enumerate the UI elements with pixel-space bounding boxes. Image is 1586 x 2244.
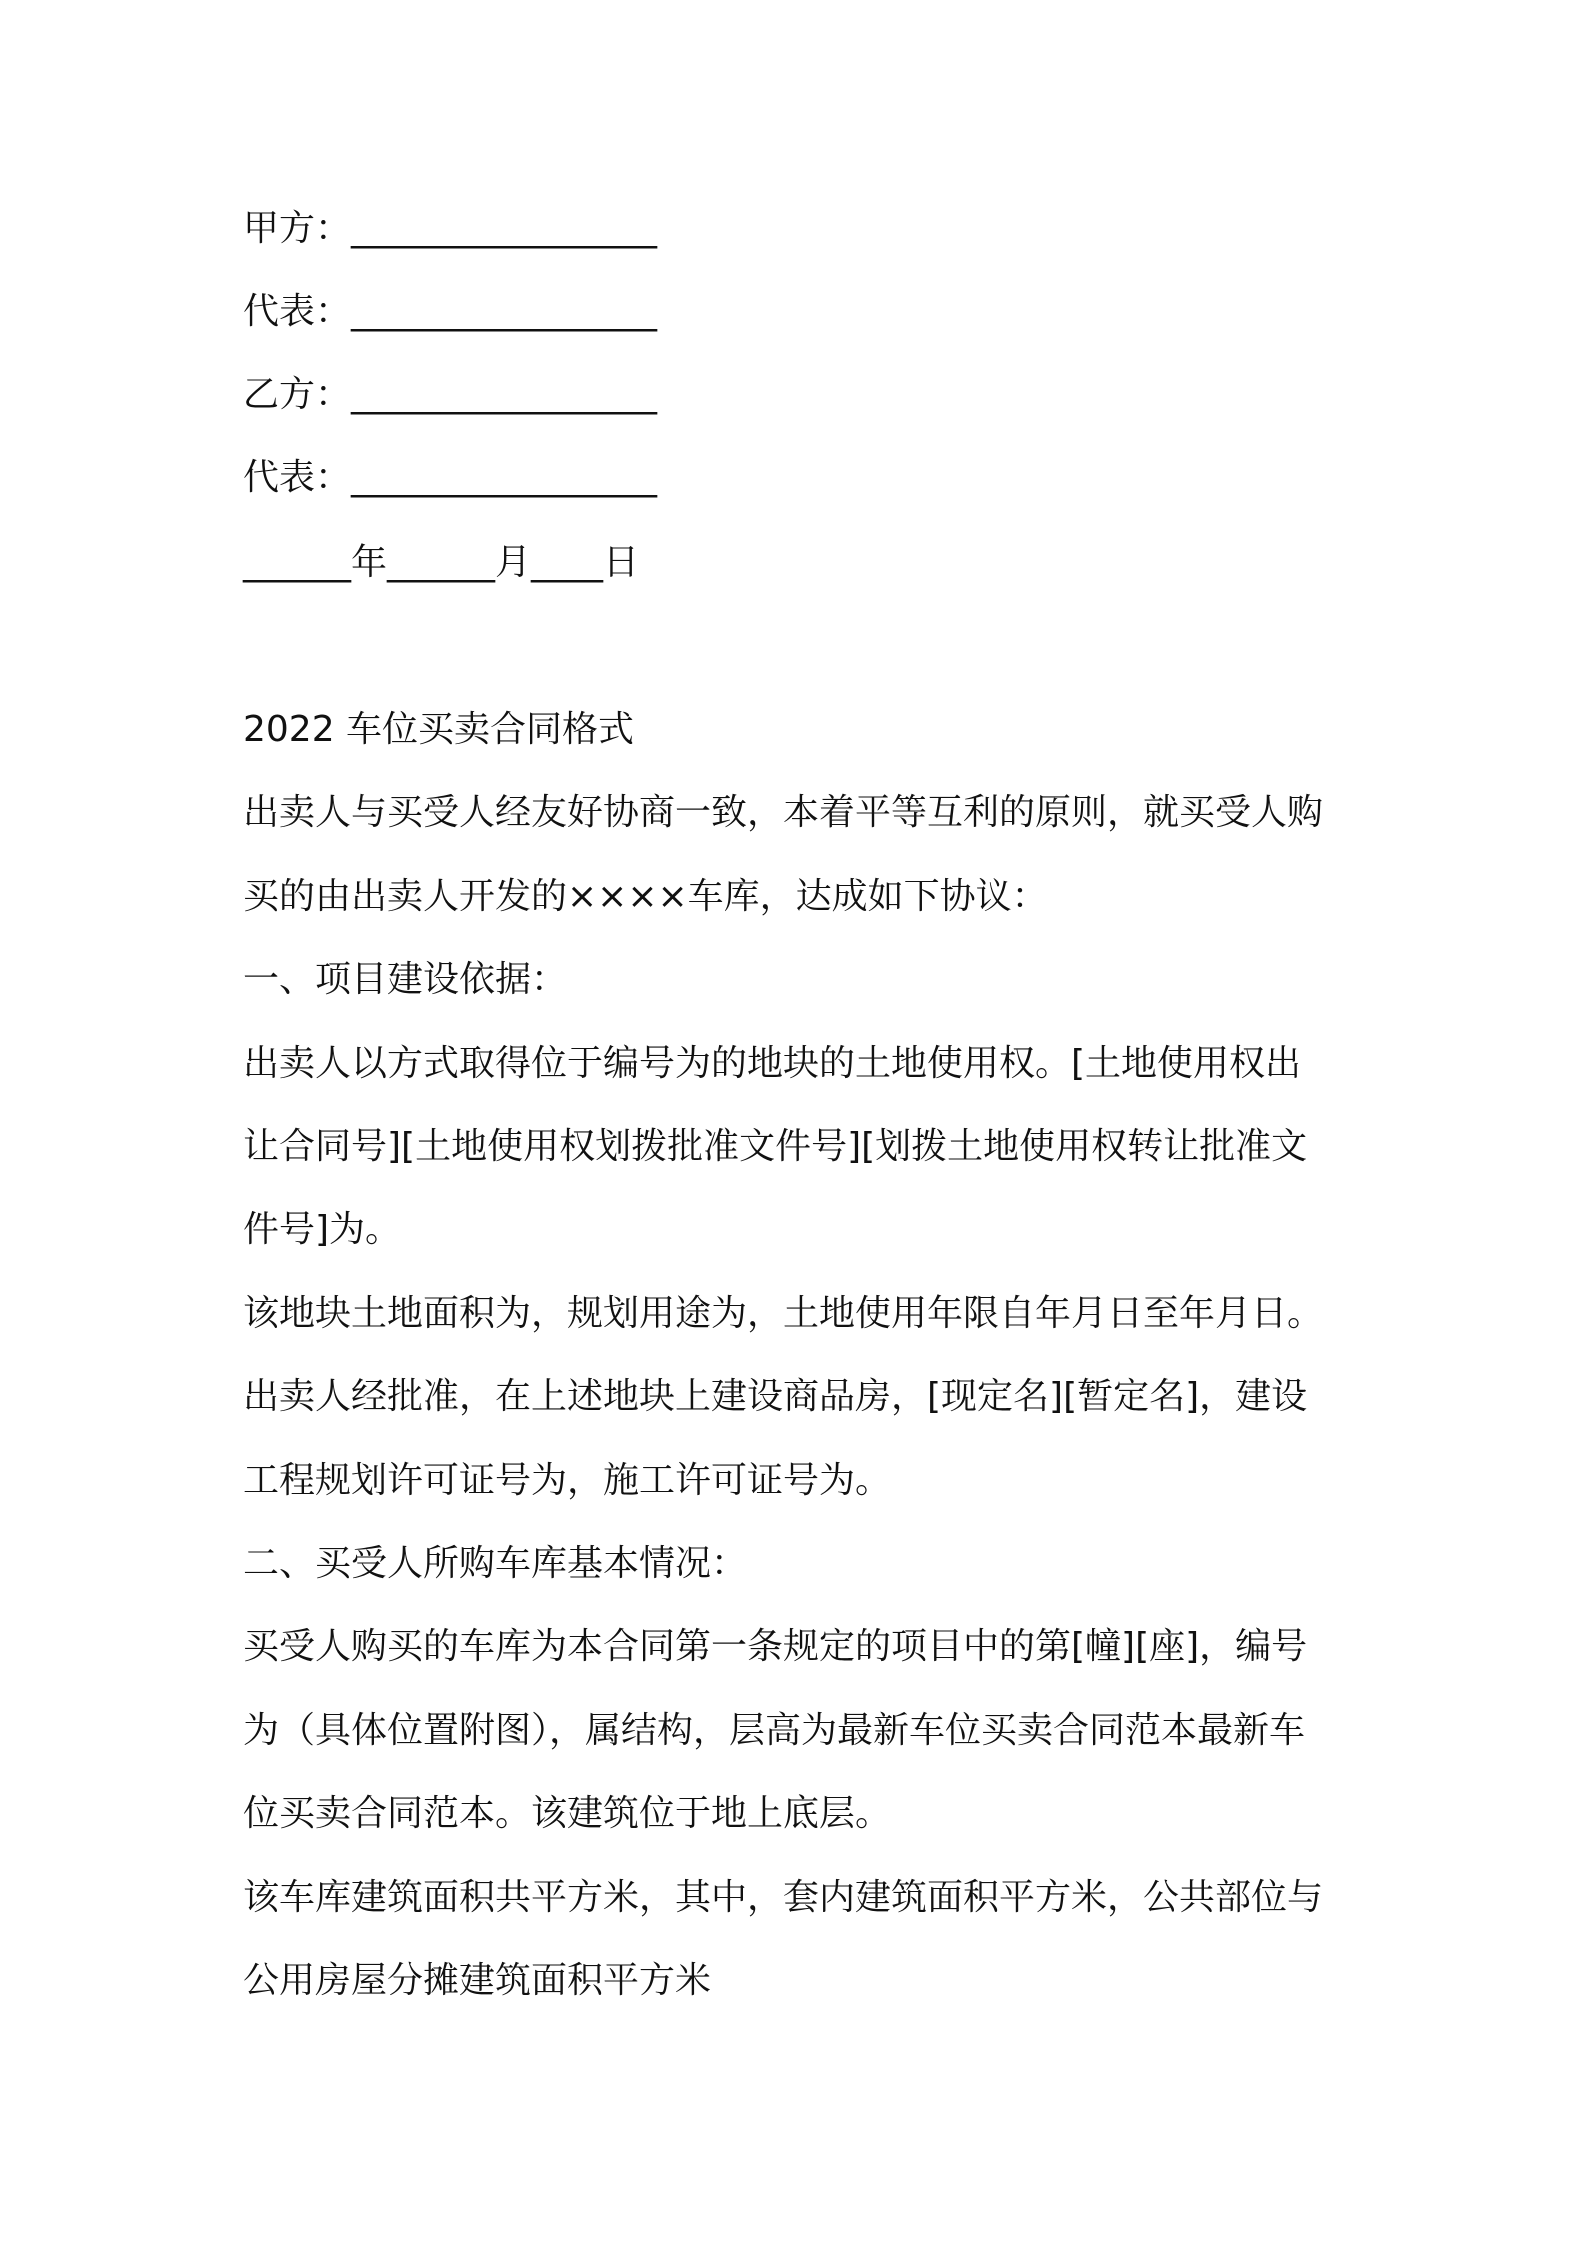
paragraph-line: 为（具体位置附图），属结构，层高为最新车位买卖合同范本最新车: [243, 1710, 1306, 1751]
party-a-line: 甲方：_________________: [243, 208, 658, 249]
representative-a-line: 代表：_________________: [243, 291, 658, 332]
paragraph-line: 公用房屋分摊建筑面积平方米: [243, 1960, 712, 2001]
paragraph-line: 位买卖合同范本。该建筑位于地上底层。: [243, 1793, 892, 1834]
section-heading: 一、项目建设依据：: [243, 959, 568, 1000]
representative-b-line: 代表：_________________: [243, 457, 658, 498]
paragraph-line: 该车库建筑面积共平方米，其中，套内建筑面积平方米，公共部位与: [243, 1877, 1324, 1918]
paragraph-line: 工程规划许可证号为，施工许可证号为。: [243, 1460, 892, 1501]
party-b-line: 乙方：_________________: [243, 374, 658, 415]
paragraph-line: 该地块土地面积为，规划用途为，土地使用年限自年月日至年月日。: [243, 1293, 1324, 1334]
paragraph-line: 让合同号][土地使用权划拨批准文件号][划拨土地使用权转让批准文: [243, 1126, 1308, 1167]
date-line: ______年______月____日: [243, 542, 639, 583]
section-heading: 二、买受人所购车库基本情况：: [243, 1543, 748, 1584]
paragraph-line: 件号]为。: [243, 1209, 402, 1250]
paragraph-line: 买受人购买的车库为本合同第一条规定的项目中的第[幢][座]，编号: [243, 1626, 1308, 1667]
document-title: 2022 车位买卖合同格式: [243, 709, 635, 750]
paragraph-line: 出卖人与买受人经友好协商一致，本着平等互利的原则，就买受人购: [243, 792, 1324, 833]
paragraph-line: 买的由出卖人开发的××××车库，达成如下协议：: [243, 876, 1048, 917]
paragraph-line: 出卖人以方式取得位于编号为的地块的土地使用权。[土地使用权出: [243, 1043, 1302, 1084]
paragraph-line: 出卖人经批准，在上述地块上建设商品房，[现定名][暂定名]，建设: [243, 1376, 1308, 1417]
